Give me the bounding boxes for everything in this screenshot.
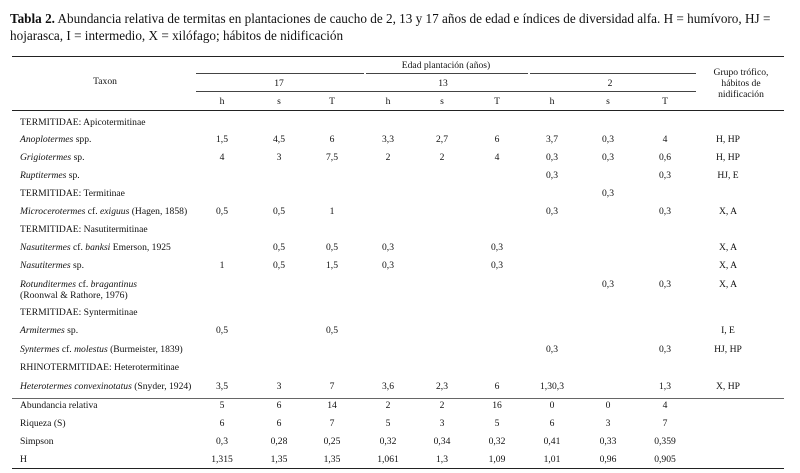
value-cell: 0,3 [659,344,671,355]
table-caption [10,10,792,44]
grupo-trofico-cell: HJ, HP [714,344,742,355]
summary-value-cell: 5 [494,418,500,429]
value-cell: 0,3 [546,152,558,163]
value-cell: 0,3 [546,344,558,355]
header-taxon: Taxon [93,76,117,87]
value-cell: 4 [494,152,500,163]
taxon-genus: Armitermes [20,325,65,336]
summary-value-cell: 1,061 [377,454,399,465]
grupo-trofico-cell: X, A [718,279,738,290]
subheader-T: T [329,96,335,107]
value-cell: 6 [494,381,500,392]
taxon-name [20,325,78,336]
taxon-qualifier: cf. [70,242,86,253]
summary-value-cell: 0,32 [379,436,397,447]
summary-value-cell: 1,09 [488,454,506,465]
grupo-trofico-cell: X, A [718,206,738,217]
value-cell: 0,3 [382,260,394,271]
taxon-name [20,206,187,217]
subheader-T: T [494,96,500,107]
subheader-h: h [549,96,555,107]
taxon-qualifier: cf. [75,279,91,290]
taxon-qualifier: sp. [64,325,79,336]
age-2-underline [530,73,696,74]
summary-value-cell: 1,35 [323,454,341,465]
grupo-trofico-cell: H, HP [716,134,740,145]
family-row-label: TERMITIDAE: Syntermitinae [20,307,138,318]
value-cell: 4,5 [273,134,285,145]
summary-value-cell: 2 [439,400,445,411]
taxon-genus: Nasutitermes [20,260,71,271]
summary-value-cell: 7 [329,418,335,429]
value-cell: 2,7 [436,134,448,145]
value-cell: 3 [276,381,282,392]
value-cell: 2 [385,152,391,163]
value-cell: 1 [219,260,225,271]
grupo-trofico-cell: H, HP [716,152,740,163]
summary-value-cell: 7 [662,418,668,429]
summary-value-cell: 1,315 [211,454,233,465]
header-age-17: 17 [274,78,284,89]
summary-value-cell: 0,32 [488,436,506,447]
value-cell: 7,5 [326,152,338,163]
value-cell: 4 [219,152,225,163]
summary-value-cell: 3 [605,418,611,429]
value-cell: 0,3 [659,279,671,290]
grupo-trofico-cell: I, E [721,325,735,336]
taxon-species: exiguus [100,206,130,217]
summary-value-cell: 6 [276,418,282,429]
summary-rule [12,398,784,399]
value-cell: 1,5 [326,260,338,271]
taxon-genus: Anoplotermes [20,134,74,145]
summary-value-cell: 2 [385,400,391,411]
summary-label: Abundancia relativa [20,400,98,411]
age-17-underline [196,73,364,74]
taxon-name [20,381,191,392]
grupo-trofico-cell: X, HP [716,381,740,392]
value-cell: 3,3 [382,134,394,145]
summary-value-cell: 6 [219,418,225,429]
summary-value-cell: 0,25 [323,436,341,447]
value-cell: 4 [662,134,668,145]
taxon-name [20,344,183,355]
summary-value-cell: 0,41 [543,436,561,447]
grupo-trofico-cell: X, A [718,242,738,253]
summary-label: Riqueza (S) [20,418,66,429]
value-cell: 0,3 [382,242,394,253]
taxon-name [20,279,137,290]
value-cell: 0,5 [273,242,285,253]
value-cell: 2 [439,152,445,163]
taxon-author: Emerson, 1925 [110,242,171,253]
summary-value-cell: 1,3 [436,454,448,465]
taxon-qualifier: spp. [73,134,92,145]
family-row-label: RHINOTERMITIDAE: Heterotermitinae [20,362,180,373]
family-row-label: TERMITIDAE: Apicotermitinae [20,117,146,128]
value-cell: 6 [329,134,335,145]
taxon-genus: Ruptitermes [20,170,67,181]
caption-label: Tabla 2. [10,11,55,26]
taxon-genus: Rotunditermes [20,279,76,290]
subheader-s: s [606,96,610,107]
value-cell: 1 [329,206,335,217]
summary-value-cell: 6 [549,418,555,429]
header-age-2: 2 [607,78,613,89]
subheader-T: T [662,96,668,107]
summary-value-cell: 0,33 [599,436,617,447]
value-cell: 2,3 [436,381,448,392]
value-cell: 0,3 [546,206,558,217]
summary-value-cell: 0,34 [433,436,451,447]
value-cell: 0,6 [659,152,671,163]
summary-value-cell: 4 [662,400,668,411]
value-cell: 0,3 [546,170,558,181]
age-13-underline [366,73,528,74]
taxon-qualifier: cf. [59,344,75,355]
value-cell: 1,5 [216,134,228,145]
summary-label: Simpson [20,436,54,447]
age-header-rule [196,91,696,92]
grupo-trofico-cell: X, A [718,260,738,271]
summary-value-cell: 0,96 [599,454,617,465]
summary-value-cell: 5 [385,418,391,429]
summary-value-cell: 0 [605,400,611,411]
taxon-genus: Microcerotermes [20,206,86,217]
subheader-h: h [219,96,225,107]
bottom-rule [12,468,784,469]
summary-value-cell: 16 [492,400,502,411]
taxon-qualifier: sp. [66,170,80,181]
grupo-trofico-cell: HJ, E [717,170,739,181]
subheader-s: s [277,96,281,107]
taxon-author: (Hagen, 1858) [129,206,188,217]
value-cell: 3,5 [216,381,228,392]
family-row-label: TERMITIDAE: Termitinae [20,188,125,199]
value-cell: 0,5 [326,325,338,336]
value-cell: 0,3 [491,242,503,253]
taxon-genus: Grigiotermes [20,152,72,163]
taxon-genus: Heterotermes convexinotatus [20,381,132,392]
value-cell: 0,3 [602,279,614,290]
family-row-label: TERMITIDAE: Nasutitermitinae [20,224,148,235]
value-cell: 0,5 [216,325,228,336]
header-edad: Edad plantación (años) [401,60,491,71]
taxon-genus: Nasutitermes [20,242,71,253]
value-cell: 0,5 [326,242,338,253]
subheader-h: h [385,96,391,107]
taxon-author-line2: (Roonwal & Rathore, 1976) [20,290,128,301]
summary-label: H [20,454,27,465]
summary-value-cell: 0,905 [654,454,676,465]
taxon-qualifier: cf. [85,206,101,217]
taxon-species: bragantinus [90,279,138,290]
taxon-name [20,170,80,181]
summary-value-cell: 1,01 [543,454,561,465]
value-cell: 3,7 [546,134,558,145]
taxon-qualifier: sp. [70,260,84,271]
value-cell: 0,5 [273,260,285,271]
summary-value-cell: 0,359 [654,436,676,447]
header-grupo: Grupo trófico, hábitos de nidificación [713,67,769,100]
value-cell: 0,3 [659,206,671,217]
value-cell: 7 [329,381,335,392]
taxon-name [20,242,171,253]
value-cell: 0,3 [491,260,503,271]
taxon-name [20,134,91,145]
taxon-author: (Burmeister, 1839) [107,344,183,355]
summary-value-cell: 5 [219,400,225,411]
caption-text: Abundancia relativa de termitas en plantaciones de caucho de 2, 13 y 17 años de edad e índices de diversidad alfa. H = humívoro, HJ = hojarasca, I = intermedio, X = xilófago; hábitos de nidificación [10,11,771,43]
header-bottom-rule [12,110,784,111]
value-cell: 0,3 [659,170,671,181]
taxon-author: (Snyder, 1924) [131,381,192,392]
subheader-s: s [440,96,444,107]
header-age-13: 13 [438,78,448,89]
summary-value-cell: 14 [327,400,337,411]
value-cell: 3,6 [382,381,394,392]
summary-value-cell: 6 [276,400,282,411]
value-cell: 0,3 [602,134,614,145]
value-cell: 0,3 [602,152,614,163]
value-cell: 3 [276,152,282,163]
value-cell: 1,3 [659,381,671,392]
value-cell: 6 [494,134,500,145]
taxon-qualifier: sp. [71,152,85,163]
summary-value-cell: 0,3 [216,436,228,447]
summary-value-cell: 0,28 [270,436,288,447]
taxon-species: molestus [74,344,108,355]
taxon-species: banksi [85,242,111,253]
taxon-name [20,260,84,271]
value-cell: 1,30,3 [540,381,564,392]
summary-value-cell: 3 [439,418,445,429]
value-cell: 0,3 [602,188,614,199]
taxon-name [20,152,85,163]
summary-value-cell: 1,35 [270,454,288,465]
value-cell: 0,5 [216,206,228,217]
top-rule [12,56,784,57]
summary-value-cell: 0 [549,400,555,411]
value-cell: 0,5 [273,206,285,217]
taxon-genus: Syntermes [20,344,60,355]
